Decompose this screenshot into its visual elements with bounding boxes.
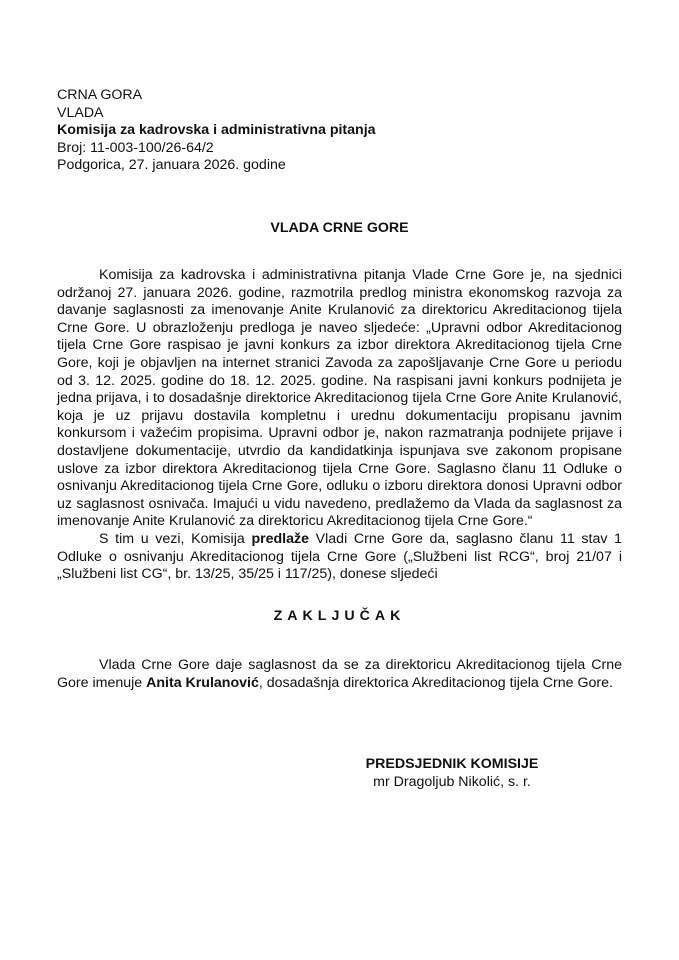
signature-block xyxy=(342,756,562,791)
decision-bold-name: Anita Krulanović xyxy=(146,674,259,691)
signature-role: PREDSJEDNIK KOMISIJE xyxy=(365,756,539,772)
paragraph-2-text-end: Vladi Crne Gore da, saglasno članu 11 stav 1 Odluke o osnivanju Akreditacionog tijela Crne Gore („Službeni list RCG“, broj 21/07 i „Službeni list CG“, br. 13/25, 35/25 i 117/25), donese sljedeći xyxy=(57,530,622,583)
conclusion-title: ZAKLJUČAK xyxy=(273,608,406,624)
document-header xyxy=(57,87,376,175)
document-body xyxy=(57,267,622,584)
signature-name: mr Dragoljub Nikolić, s. r. xyxy=(373,773,531,790)
document-title: VLADA CRNE GORE xyxy=(270,220,409,236)
header-number: Broj: 11-003-100/26-64/2 xyxy=(57,139,214,156)
header-government: VLADA xyxy=(57,104,104,121)
body-paragraph-1: Komisija za kadrovska i administrativna pitanja Vlade Crne Gore je, na sjednici održanoj 27. januara 2026. godine, razmotrila predlog ministra ekonomskog razvoja za davanje saglasnosti za imenovanje Anite Krulanović za direktoricu Akreditacionog tijela Crne Gore. U obrazloženju predloga je naveo sljedeće: „Upravni odbor Akreditacionog tijela Crne Gore raspisao je javni konkurs za izbor direktora Akreditacionog tijela Crne Gore, koji je objavljen na internet stranici Zavoda za zapošljavanje Crne Gore u periodu od 3. 12. 2025. godine do 18. 12. 2025. godine. Na raspisani javni konkurs podnijeta je jedna prijava, i to dosadašnje direktorice Akreditacionog tijela Crne Gore Anite Krulanović, koja je uz prijavu dostavila kompletnu i urednu dokumentaciju propisanu javnim konkursom i važećim propisima. Upravni odbor je, nakon razmatranja podnijete prijave i dostavljene dokumentacije, utvrdio da kandidatkinja ispunjava sve zakonom propisane uslove za izbor direktora Akreditacionog tijela Crne Gore. Saglasno članu 11 Odluke o osnivanju Akreditacionog tijela Crne Gore, odluku o izboru direktora donosi Upravni odbor uz saglasnost osnivača. Imajući u vidu navedeno, predlažemo da Vlada da saglasnost za imenovanje Anite Krulanović za direktoricu Akreditacionog tijela Crne Gore.“ xyxy=(57,267,622,530)
decision-text-end: , dosadašnja direktorica Akreditacionog tijela Crne Gore. xyxy=(258,674,613,691)
paragraph-2-text-start: S tim u vezi, Komisija xyxy=(99,530,252,547)
header-commission: Komisija za kadrovska i administrativna pitanja xyxy=(57,122,376,139)
decision-text-start: Vlada Crne Gore daje saglasnost da se za direktoricu Akreditacionog tijela Crne Gore imenuje xyxy=(57,657,622,691)
decision-paragraph xyxy=(57,657,622,692)
header-place-date: Podgorica, 27. januara 2026. godine xyxy=(57,157,286,174)
header-country: CRNA GORA xyxy=(57,87,143,103)
paragraph-2-bold-word: predlaže xyxy=(251,530,309,547)
body-paragraph-2 xyxy=(57,531,622,584)
